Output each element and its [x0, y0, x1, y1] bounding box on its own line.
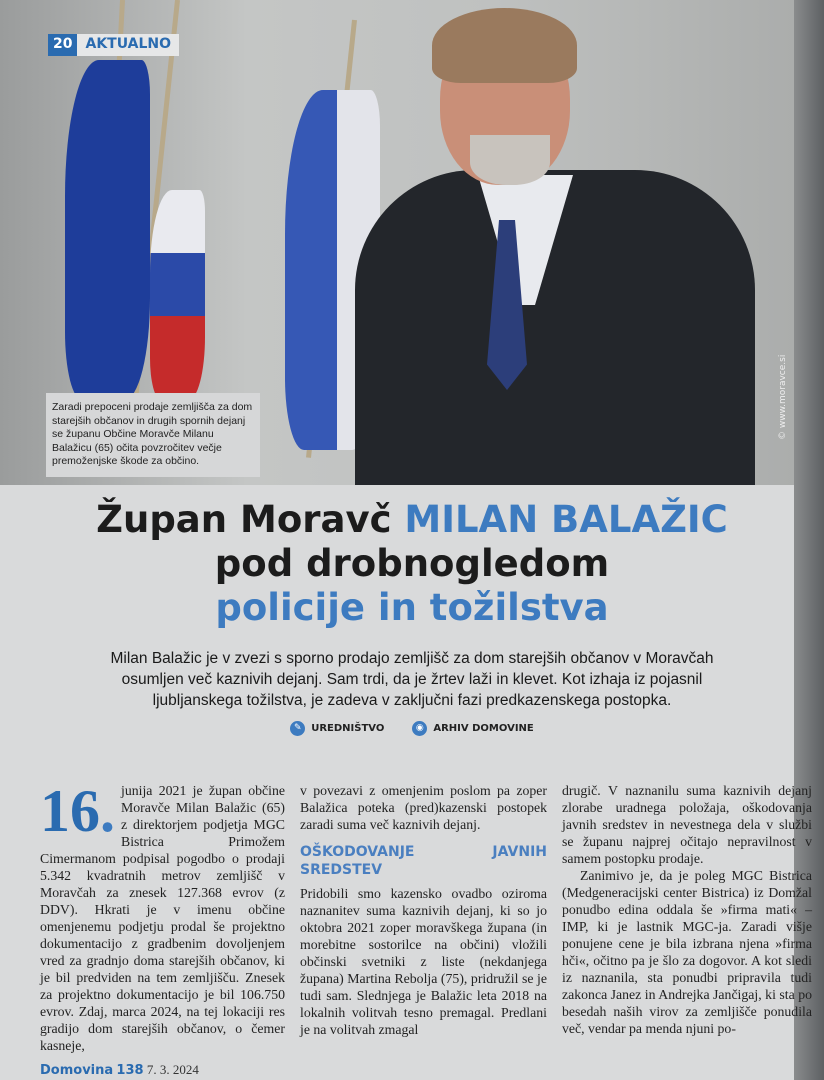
headline [0, 498, 824, 630]
issue-number: 138 [116, 1063, 144, 1078]
lead-paragraph: Milan Balažic je v zvezi s sporno prodajo zemljišč za dom starejših občanov v Moravčah osumljen več kaznivih dejanj. Sam trdi, da je žrtev laži in klevet. Kot izhaja iz pojasnil ljubljanskega tožilstva, je zadeva v zaključni fazi predkazenskega postopka. [110, 650, 714, 709]
photo-byline [412, 721, 533, 736]
drop-cap-number: 16 [40, 778, 100, 844]
headline-part4: policije in tožilstva [215, 586, 609, 629]
article-text: Zanimivo je, da je poleg MGC Bistrica (Medgeneracijski center Bistrica) iz Domžal ponudbo edina oddala še »firma mati« – IMP, ki je lastnik MGC-ja. Zaradi višje ponujene cene je bila izbrana njena »firma hči«, očitno pa je šlo za dogovor. A kot sledi iz naznanila, sta ponudbi pripravila tudi zakonca Janez in Andrejka Jančigaj, ki sta po besedah naših virov za zemljišče ponudila več, vendar pa menda njuni po- [562, 868, 812, 1036]
section-tag [48, 34, 179, 56]
headline-part1: Župan Moravč [96, 498, 405, 541]
page-number: 20 [48, 34, 77, 56]
article-text: v povezavi z omenjenim poslom pa zoper Balažica poteka (pred)kazenski postopek zaradi suma več kaznivih dejanj. [300, 783, 547, 832]
person-beard [470, 135, 550, 185]
slovenian-flag [150, 190, 205, 400]
subheading: OŠKODOVANJE JAVNIH SREDSTEV [300, 844, 547, 878]
article-text: junija 2021 je župan občine Moravče Milan Balažic (65) z direktorjem podjetja MGC Bistrica Primožem Cimermanom podpisal pogodbo o prodaji 5.342 kvadratnih metrov zemljišč v Moravčah za znesek 127.368 evrov (z DDV). Hkrati je v imenu občine omenjenemu podjetju prodal še projektno dokumentacijo z gradbenim dovoljenjem vred za gradnjo doma starejših občanov, ki je bil predviden na tem zemljišču. Znesek za projektno dokumentacijo je bil 106.750 evrov. Zdaj, marca 2024, na tej lokaciji res gradijo dom starejših občanov, o čemer kasneje, [40, 783, 285, 1053]
magazine-name: Domovina [40, 1063, 114, 1078]
pen-icon: ✎ [290, 721, 305, 736]
article-text: drugič. V naznanilu suma kaznivih dejanj zlorabe uradnega položaja, oškodovanja javnih sredstev in nevestnega dela v službi se županu najprej očitajo nepravilnost v samem postopku prodaje. [562, 783, 812, 866]
article-column-3 [562, 782, 812, 1037]
author-name: UREDNIŠTVO [311, 723, 385, 734]
photo-source: ARHIV DOMOVINE [433, 723, 534, 734]
photo-credit: © www.moravce.si [778, 354, 788, 440]
person-hair [432, 8, 577, 83]
drop-cap [40, 778, 115, 844]
cover-photo [0, 0, 824, 485]
photo-caption: Zaradi prepoceni prodaje zemljišča za dom starejših občanov in drugih spornih dejanj se županu Občine Moravče Milanu Balažicu (65) očita povzročitev večje premoženjske škode za občino. [46, 393, 260, 477]
bylines [290, 721, 534, 736]
headline-name: MILAN BALAŽIC [404, 498, 728, 541]
camera-icon: ◉ [412, 721, 427, 736]
page-footer [40, 1062, 199, 1078]
section-label: AKTUALNO [77, 34, 179, 56]
article-column-1 [40, 778, 285, 1054]
author-byline [290, 721, 384, 736]
issue-date: 7. 3. 2024 [146, 1062, 199, 1077]
drop-cap-dot: . [100, 778, 115, 844]
article-column-2 [300, 782, 547, 1038]
article-intro [0, 498, 824, 736]
headline-part3: pod drobnogledom [214, 542, 610, 585]
article-text: Pridobili smo kazensko ovadbo oziroma naznanitev suma kaznivih dejanj, ki so jo oktobra 2021 zoper moravškega župana (in morebitne sostorilce na občini) vložili občinski svetniki z liste (nekdanjega župana) Martina Rebolja (75), pridružil se je tudi sam. Slednjega je Balažic leta 2018 na lokalnih volitvah tesno premagal. Predlani je na volitvah zmagal [300, 886, 547, 1037]
flag [65, 60, 150, 400]
